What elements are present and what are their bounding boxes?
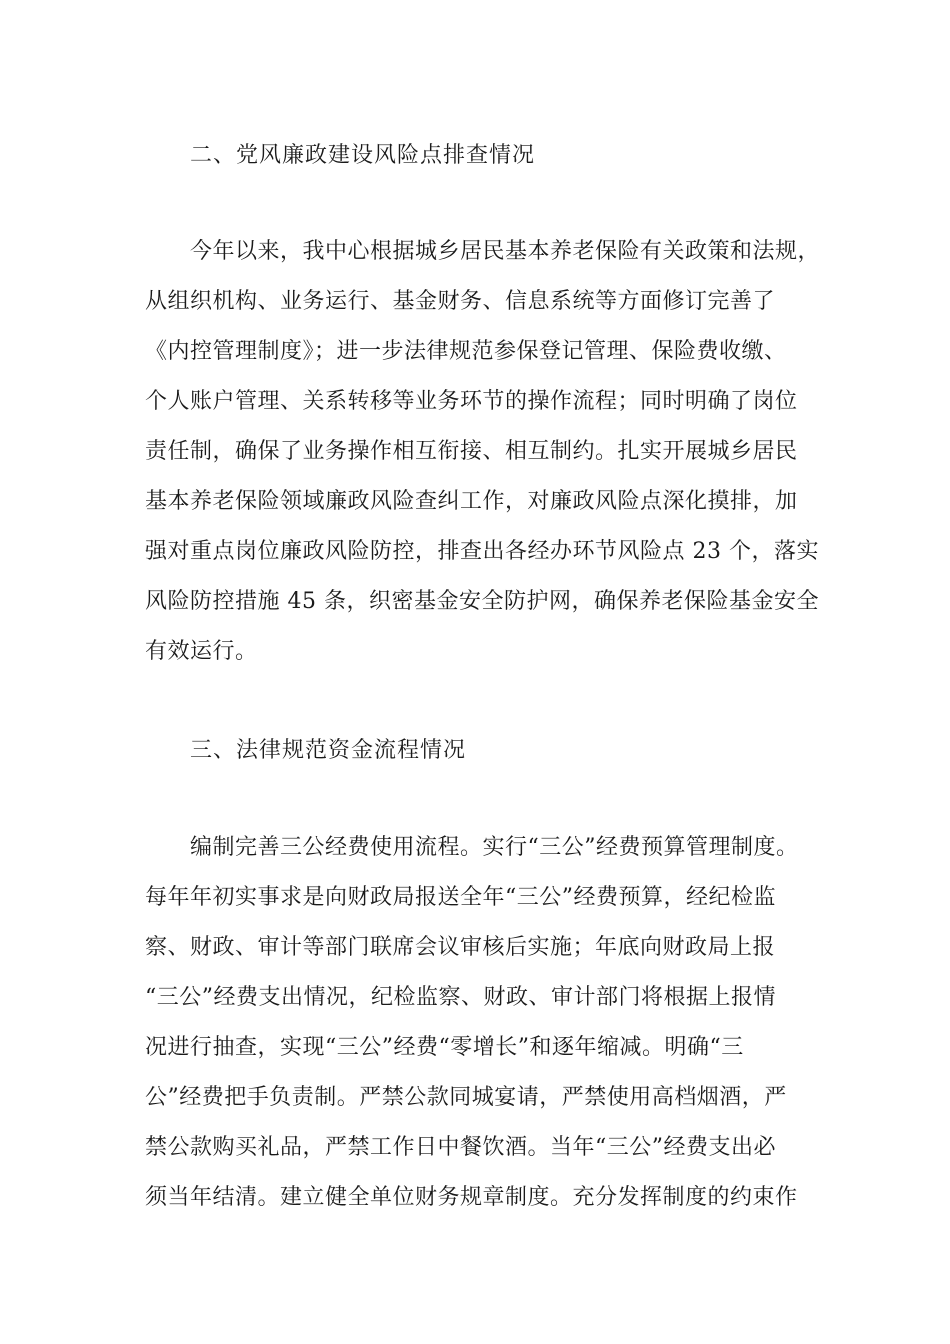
paragraph-line: 风险防控措施 45 条，织密基金安全防护网，确保养老保险基金安全 bbox=[145, 589, 819, 614]
section-2-paragraph bbox=[145, 227, 820, 677]
paragraph-line: 强对重点岗位廉政风险防控，排查出各经办环节风险点 23 个，落实 bbox=[145, 539, 819, 564]
paragraph-line: 编制完善三公经费使用流程。实行“三公”经费预算管理制度。 bbox=[190, 835, 799, 860]
paragraph-line: “三公”经费支出情况，纪检监察、财政、审计部门将根据上报情 bbox=[145, 985, 776, 1010]
section-3-paragraph bbox=[145, 823, 799, 1223]
section-3-heading: 三、法律规范资金流程情况 bbox=[190, 738, 467, 763]
paragraph-line: 察、财政、审计等部门联席会议审核后实施；年底向财政局上报 bbox=[145, 935, 776, 960]
paragraph-line: 禁公款购买礼品，严禁工作日中餐饮酒。当年“三公”经费支出必 bbox=[145, 1135, 776, 1160]
paragraph-line: 况进行抽查，实现“三公”经费“零增长”和逐年缩减。明确“三 bbox=[145, 1035, 744, 1060]
paragraph-line: 有效运行。 bbox=[145, 639, 258, 664]
paragraph-line: 须当年结清。建立健全单位财务规章制度。充分发挥制度的约束作 bbox=[145, 1185, 798, 1210]
section-2-heading: 二、党风廉政建设风险点排查情况 bbox=[190, 143, 536, 168]
paragraph-line: 今年以来，我中心根据城乡居民基本养老保险有关政策和法规， bbox=[190, 239, 821, 264]
paragraph-line: 从组织机构、业务运行、基金财务、信息系统等方面修订完善了 bbox=[145, 289, 776, 314]
paragraph-line: 责任制，确保了业务操作相互衔接、相互制约。扎实开展城乡居民 bbox=[145, 439, 798, 464]
paragraph-line: 基本养老保险领域廉政风险查纠工作，对廉政风险点深化摸排，加 bbox=[145, 489, 798, 514]
paragraph-line: 每年年初实事求是向财政局报送全年“三公”经费预算，经纪检监 bbox=[145, 885, 776, 910]
paragraph-line: 《内控管理制度》；进一步法律规范参保登记管理、保险费收缴、 bbox=[145, 339, 787, 364]
paragraph-line: 公”经费把手负责制。严禁公款同城宴请，严禁使用高档烟酒，严 bbox=[145, 1085, 787, 1110]
paragraph-line: 个人账户管理、关系转移等业务环节的操作流程；同时明确了岗位 bbox=[145, 389, 798, 414]
